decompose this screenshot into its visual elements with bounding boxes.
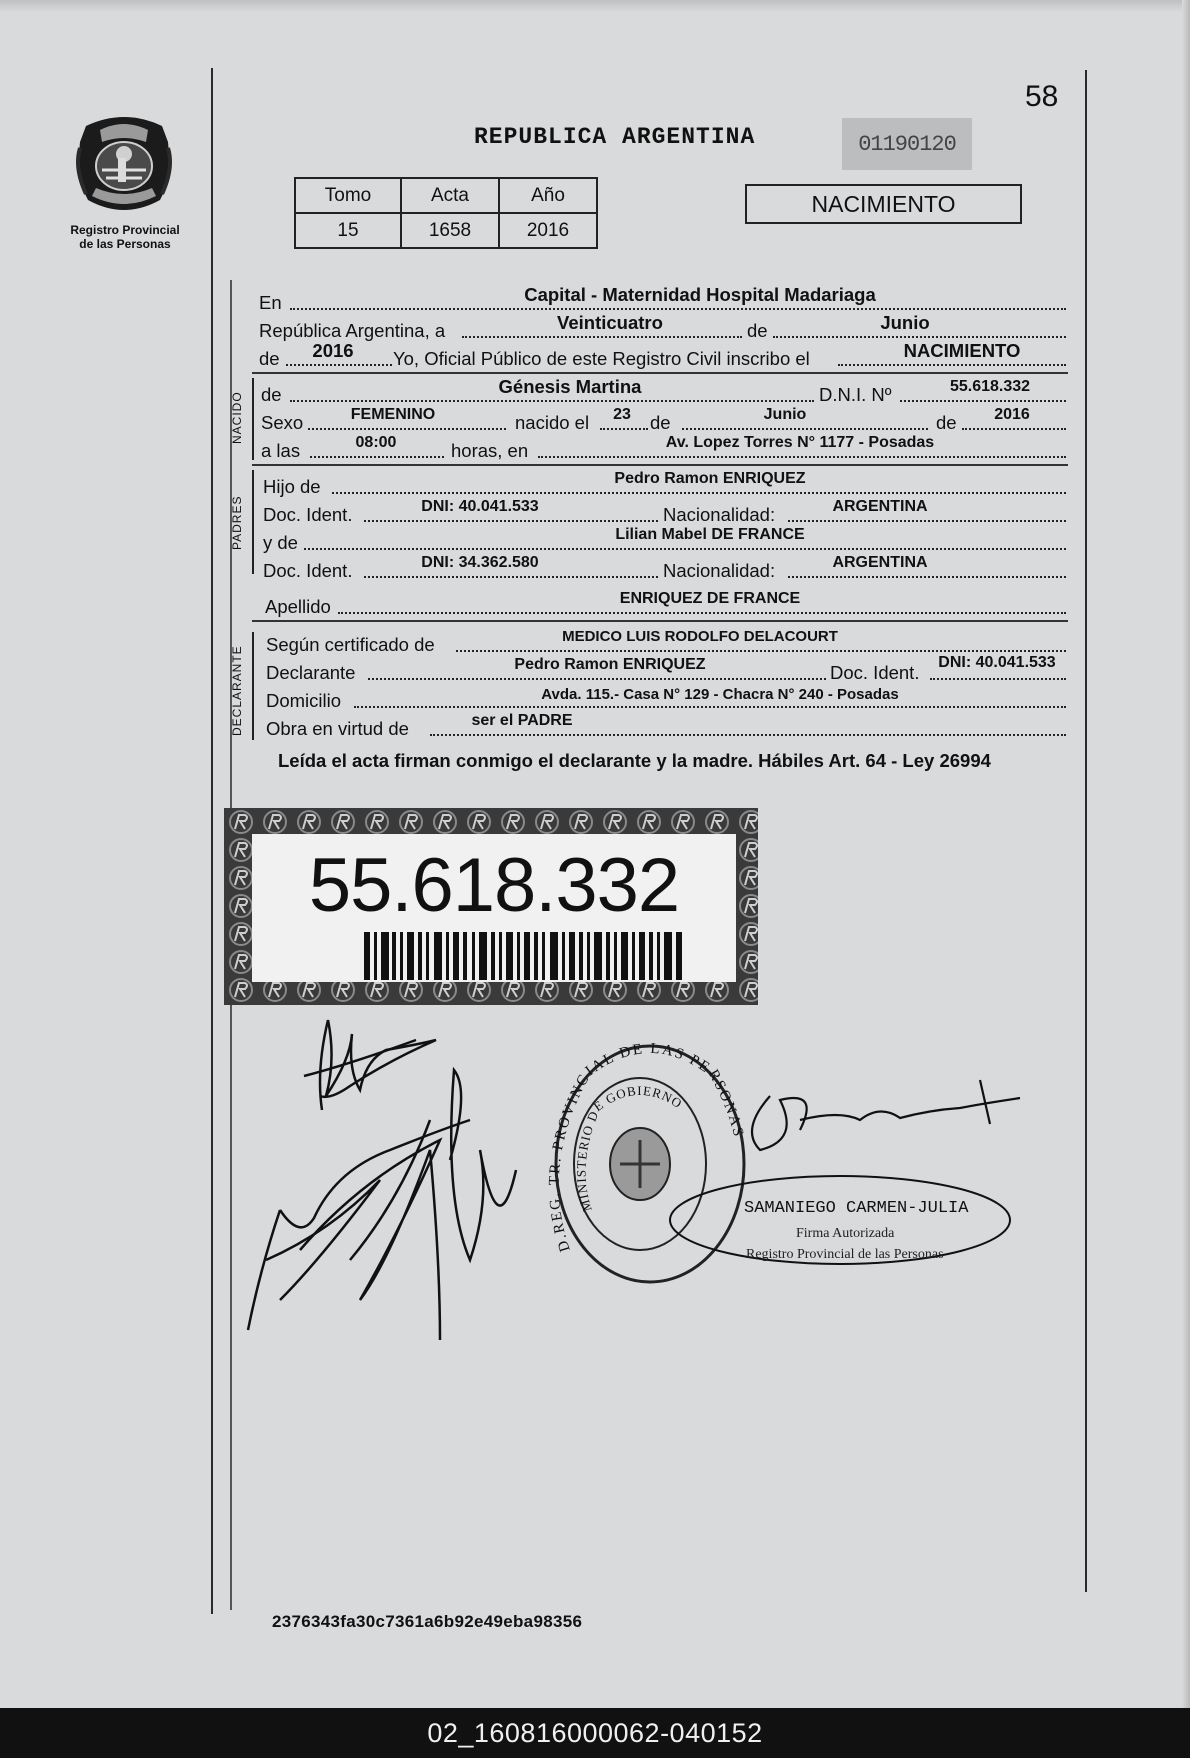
register-table-header-row [295,178,597,213]
dotted-line [600,428,648,430]
sex-value: FEMENINO [350,406,436,423]
right-margin-line [1085,70,1087,1592]
dotted-line [304,548,1066,550]
provincial-seal-icon [72,108,176,220]
separator-line [252,372,1068,374]
dotted-line [900,400,1066,402]
svg-text:D.REG. TR. PROVINCIAL DE LAS P: D.REG. TR. PROVINCIAL DE LAS PERSONAS [546,1040,747,1254]
table-value-acta: 1658 [401,213,499,248]
logo-caption: Registro Provincial de las Personas [70,223,180,251]
child-name-value: Génesis Martina [498,376,642,397]
dotted-line [773,336,1066,338]
table-header-anio: Año [499,178,597,213]
dotted-line [930,678,1066,680]
authorizer-name: SAMANIEGO CARMEN-JULIA [744,1199,969,1218]
barcode-icon [364,932,684,980]
left-margin-line [211,68,213,1614]
birth-month-value: Junio [763,406,807,423]
dotted-line [368,678,826,680]
certificado-label: Según certificado de [266,634,435,655]
de-label: de [936,412,957,433]
dotted-line [338,612,1066,614]
hijo-de-label: Hijo de [263,476,321,497]
de-label: de [259,348,280,369]
dotted-line [364,520,658,522]
document-hash: 2376343fa30c7361a6b92e49eba98356 [272,1612,583,1631]
dotted-line [290,308,1066,310]
svg-text:MINISTERIO DE GOBIERNO: MINISTERIO DE GOBIERNO [573,1082,686,1214]
table-value-tomo: 15 [295,213,401,248]
table-header-tomo: Tomo [295,178,401,213]
de-label: de [650,412,671,433]
horas-label: horas, en [451,440,529,461]
statement-text: Yo, Oficial Público de este Registro Civil inscribo el [393,348,810,369]
record-type-box: NACIMIENTO [745,184,1022,224]
mother-nationality-value: ARGENTINA [832,554,928,571]
dotted-line [962,428,1066,430]
birth-place-value: Capital - Maternidad Hospital Madariaga [524,284,876,305]
register-table-value-row [295,213,597,248]
dotted-line [308,428,506,430]
dotted-line [332,492,1066,494]
table-header-acta: Acta [401,178,499,213]
republica-label: República Argentina, a [259,320,446,341]
y-de-label: y de [263,532,298,553]
dotted-line [456,650,1066,652]
scan-filename: 02_160816000062-040152 [0,1708,1190,1758]
dotted-line [838,364,1066,366]
doc-ident-label: Doc. Ident. [830,662,920,683]
en-label: En [259,292,282,313]
nacido-el-label: nacido el [515,412,590,433]
table-value-anio: 2016 [499,213,597,248]
section-bracket [252,470,254,574]
a-las-label: a las [261,440,301,461]
declarant-doc-value: DNI: 40.041.533 [938,654,1056,671]
birth-time-value: 08:00 [355,434,397,451]
serial-number: 01190120 [842,118,972,170]
dotted-line [538,456,1066,458]
dotted-line [290,400,814,402]
apellido-label: Apellido [265,596,331,617]
dotted-line [286,364,392,366]
domicile-value: Avda. 115.- Casa N° 129 - Chacra N° 240 - Posadas [541,686,899,703]
dni-number: 55.618.332 [308,843,680,928]
page-number: 58 [1025,80,1059,113]
dotted-line [364,576,658,578]
month-value: Junio [880,312,930,333]
declarante-label: Declarante [266,662,356,683]
dotted-line [354,706,1066,708]
mother-name-value: Lilian Mabel DE FRANCE [615,526,805,543]
section-label-nacido: NACIDO [230,391,244,444]
dotted-line [462,336,742,338]
father-nationality-value: ARGENTINA [832,498,928,515]
obra-label: Obra en virtud de [266,718,409,739]
father-name-value: Pedro Ramon ENRIQUEZ [614,470,806,487]
dni-sticker [224,808,758,1005]
section-label-padres: PADRES [230,495,244,550]
signature-icon [304,1020,436,1110]
dni-label: D.N.I. Nº [819,384,892,405]
register-table [294,177,598,249]
birth-year-value: 2016 [994,406,1030,423]
declarant-name-value: Pedro Ramon ENRIQUEZ [514,656,706,673]
de-label: de [261,384,282,405]
mother-doc-value: DNI: 34.362.580 [421,554,539,571]
official-seal-icon [547,1041,747,1282]
dni-label-panel [252,834,736,982]
nacionalidad-label: Nacionalidad: [663,504,776,525]
dotted-line [310,456,444,458]
legal-text: Leída el acta firman conmigo el declarante y la madre. Hábiles Art. 64 - Ley 26994 [278,750,991,771]
dotted-line [788,576,1066,578]
father-doc-value: DNI: 40.041.533 [421,498,539,515]
child-dni-value: 55.618.332 [949,378,1031,395]
certificate-value: MEDICO LUIS RODOLFO DELACOURT [562,628,838,645]
nacionalidad-label: Nacionalidad: [663,560,776,581]
obra-value: ser el PADRE [471,712,573,729]
birth-address-value: Av. Lopez Torres N° 1177 - Posadas [665,434,935,451]
doc-ident-label: Doc. Ident. [263,504,353,525]
sexo-label: Sexo [261,412,304,433]
signatures-area [240,1000,1060,1380]
signature-icon [248,1070,516,1340]
domicilio-label: Domicilio [266,690,342,711]
separator-line [252,620,1068,622]
page-edge [1182,0,1190,1708]
authorizer-role: Firma Autorizada [796,1226,895,1241]
surname-value: ENRIQUEZ DE FRANCE [619,590,801,607]
doc-ident-label: Doc. Ident. [263,560,353,581]
section-bracket [252,632,254,740]
separator-line [252,464,1068,466]
dotted-line [682,428,928,430]
birth-day-value: 23 [613,406,631,423]
de-label: de [747,320,768,341]
dotted-line [430,734,1066,736]
country-title: REPUBLICA ARGENTINA [474,124,756,150]
section-bracket [252,378,254,460]
record-word-value: NACIMIENTO [903,340,1021,361]
year-value: 2016 [312,340,354,361]
section-label-declarante: DECLARANTE [230,645,244,736]
page-edge [0,0,1190,12]
day-words-value: Veinticuatro [557,312,663,333]
dotted-line [788,520,1066,522]
authorizer-office: Registro Provincial de las Personas [746,1247,944,1262]
